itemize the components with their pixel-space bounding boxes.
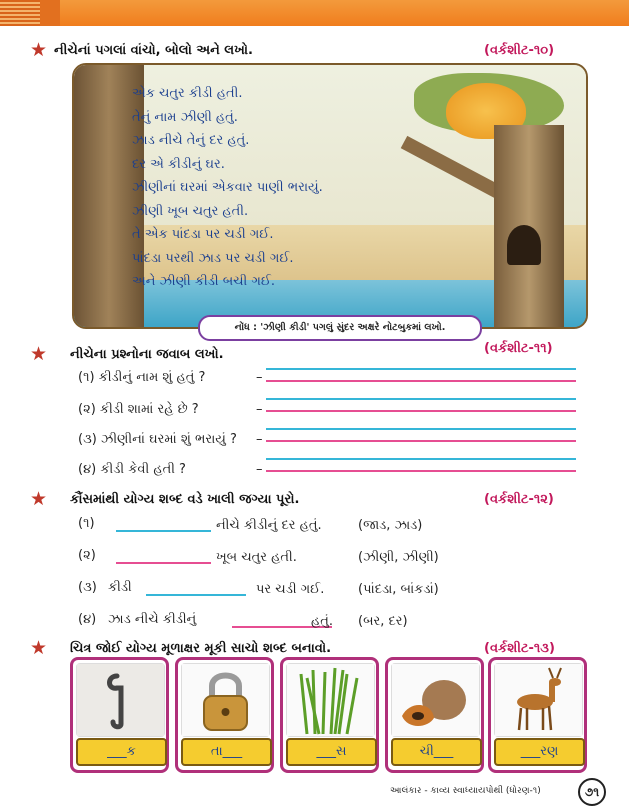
fill-item-4-pre: ઝાડ નીચે કીડીનું — [108, 612, 197, 627]
word-box-5[interactable]: ___રણ — [494, 738, 585, 766]
worksheet-12-label: (વર્કશીટ-૧૨) — [484, 492, 554, 507]
section3-heading: કૌંસમાંથી યોગ્ય શબ્દ વડે ખાલી જગ્યા પૂરો. — [70, 492, 300, 507]
lock-picture — [181, 663, 270, 737]
fill-item-4-options: (બર, દર) — [358, 614, 408, 629]
answer-line-2[interactable] — [266, 398, 576, 412]
fill-item-3-options: (પાંદડા, બાંકડાં) — [358, 582, 439, 597]
star-icon: ★ — [30, 488, 48, 510]
fill-item-3-text: પર ચડી ગઈ. — [256, 582, 325, 597]
star-icon: ★ — [30, 39, 48, 61]
question-4: (૪) કીડી કેવી હતી ? — [78, 462, 186, 477]
fill-item-4-text: હતું. — [311, 614, 333, 629]
fill-item-1-options: (જાડ, ઝાડ) — [358, 518, 423, 533]
answer-line-4[interactable] — [266, 458, 576, 472]
grass-icon — [287, 664, 374, 736]
story-line: દર એ કીડીનું ઘર. — [132, 156, 225, 172]
fill-item-2-number: (૨) — [78, 548, 96, 563]
grass-picture — [286, 663, 375, 737]
fill-item-3-number: (૩) — [78, 580, 97, 595]
answer-dash: – — [256, 462, 263, 477]
fill-item-2-options: (ઝીણી, ઝીણી) — [358, 550, 439, 565]
deer-picture — [494, 663, 583, 737]
story-line: એક ચતુર કીડી હતી. — [132, 86, 243, 101]
story-line: તે એક પાંદડા પર ચડી ગઈ. — [132, 227, 274, 242]
top-cap — [40, 0, 60, 26]
chikoo-fruit-icon — [392, 664, 479, 736]
story-line: અને ઝીણી કીડી બચી ગઈ. — [132, 274, 276, 289]
worksheet-10-label: (વર્કશીટ-૧૦) — [484, 43, 555, 58]
star-icon: ★ — [30, 343, 48, 365]
story-line: તેનું નામ ઝીણી હતું. — [132, 109, 238, 125]
question-1: (૧) કીડીનું નામ શું હતું ? — [78, 370, 206, 385]
answer-line-1[interactable] — [266, 368, 576, 382]
word-box-3[interactable]: ___સ — [286, 738, 377, 766]
lock-icon — [182, 664, 269, 736]
word-box-1[interactable]: ___ક — [76, 738, 167, 766]
word-box-4[interactable]: ચી___ — [391, 738, 482, 766]
section4-heading: ચિત્ર જોઈ યોગ્ય મૂળાક્ષર મૂકી સાચો શબ્દ બનાવો. — [70, 641, 332, 656]
question-3: (૩) ઝીણીનાં ઘરમાં શું ભરાયું ? — [78, 432, 237, 447]
story-text — [132, 82, 323, 294]
tree-hole — [507, 225, 541, 265]
fill-blank-2[interactable] — [116, 562, 211, 564]
hook-picture — [76, 663, 165, 737]
top-band — [0, 0, 629, 26]
answer-dash: – — [256, 370, 263, 385]
answer-dash: – — [256, 402, 263, 417]
footer-text: આલંકાર - કાવ્ય સ્વાધ્યાયપોથી (ધોરણ-૧) — [390, 786, 541, 796]
answer-dash: – — [256, 432, 263, 447]
story-line: ઝીણી ખૂબ ચતુર હતી. — [132, 203, 249, 219]
story-line: પાંદડા પરથી ઝાડ પર ચડી ગઈ. — [132, 250, 294, 266]
fill-item-2-text: ખૂબ ચતુર હતી. — [216, 550, 297, 565]
story-line: ઝાડ નીચે તેનું દર હતું. — [132, 133, 250, 148]
word-box-2[interactable]: તા___ — [181, 738, 272, 766]
hook-icon — [77, 664, 164, 736]
section1-heading: નીચેનાં પગલાં વાંચો, બોલો અને લખો. — [54, 43, 253, 58]
worksheet-13-label: (વર્કશીટ-૧૩) — [484, 641, 555, 656]
fill-blank-3[interactable] — [146, 594, 246, 596]
deer-icon — [495, 664, 582, 736]
chikoo-picture — [391, 663, 480, 737]
section2-heading: નીચેના પ્રશ્નોના જવાબ લખો. — [70, 347, 224, 362]
page-number: ૭૧ — [578, 778, 606, 806]
fill-item-1-text: નીચે કીડીનું દર હતું. — [216, 518, 322, 533]
fill-item-1-number: (૧) — [78, 516, 95, 531]
note-box: નોંધ : 'ઝીણી કીડી' પગલું સુંદર અક્ષરે નોટબુકમાં લખો. — [198, 315, 482, 341]
story-line: ઝીણીનાં ઘરમાં એકવાર પાણી ભરાયું. — [132, 180, 323, 195]
fill-item-4-number: (૪) — [78, 612, 97, 627]
answer-line-3[interactable] — [266, 428, 576, 442]
fill-blank-1[interactable] — [116, 530, 211, 532]
star-icon: ★ — [30, 637, 48, 659]
top-stripes — [0, 0, 40, 26]
worksheet-11-label: (વર્કશીટ-૧૧) — [484, 341, 553, 356]
fill-item-3-pre: કીડી — [108, 580, 132, 595]
question-2: (૨) કીડી શામાં રહે છે ? — [78, 402, 199, 417]
